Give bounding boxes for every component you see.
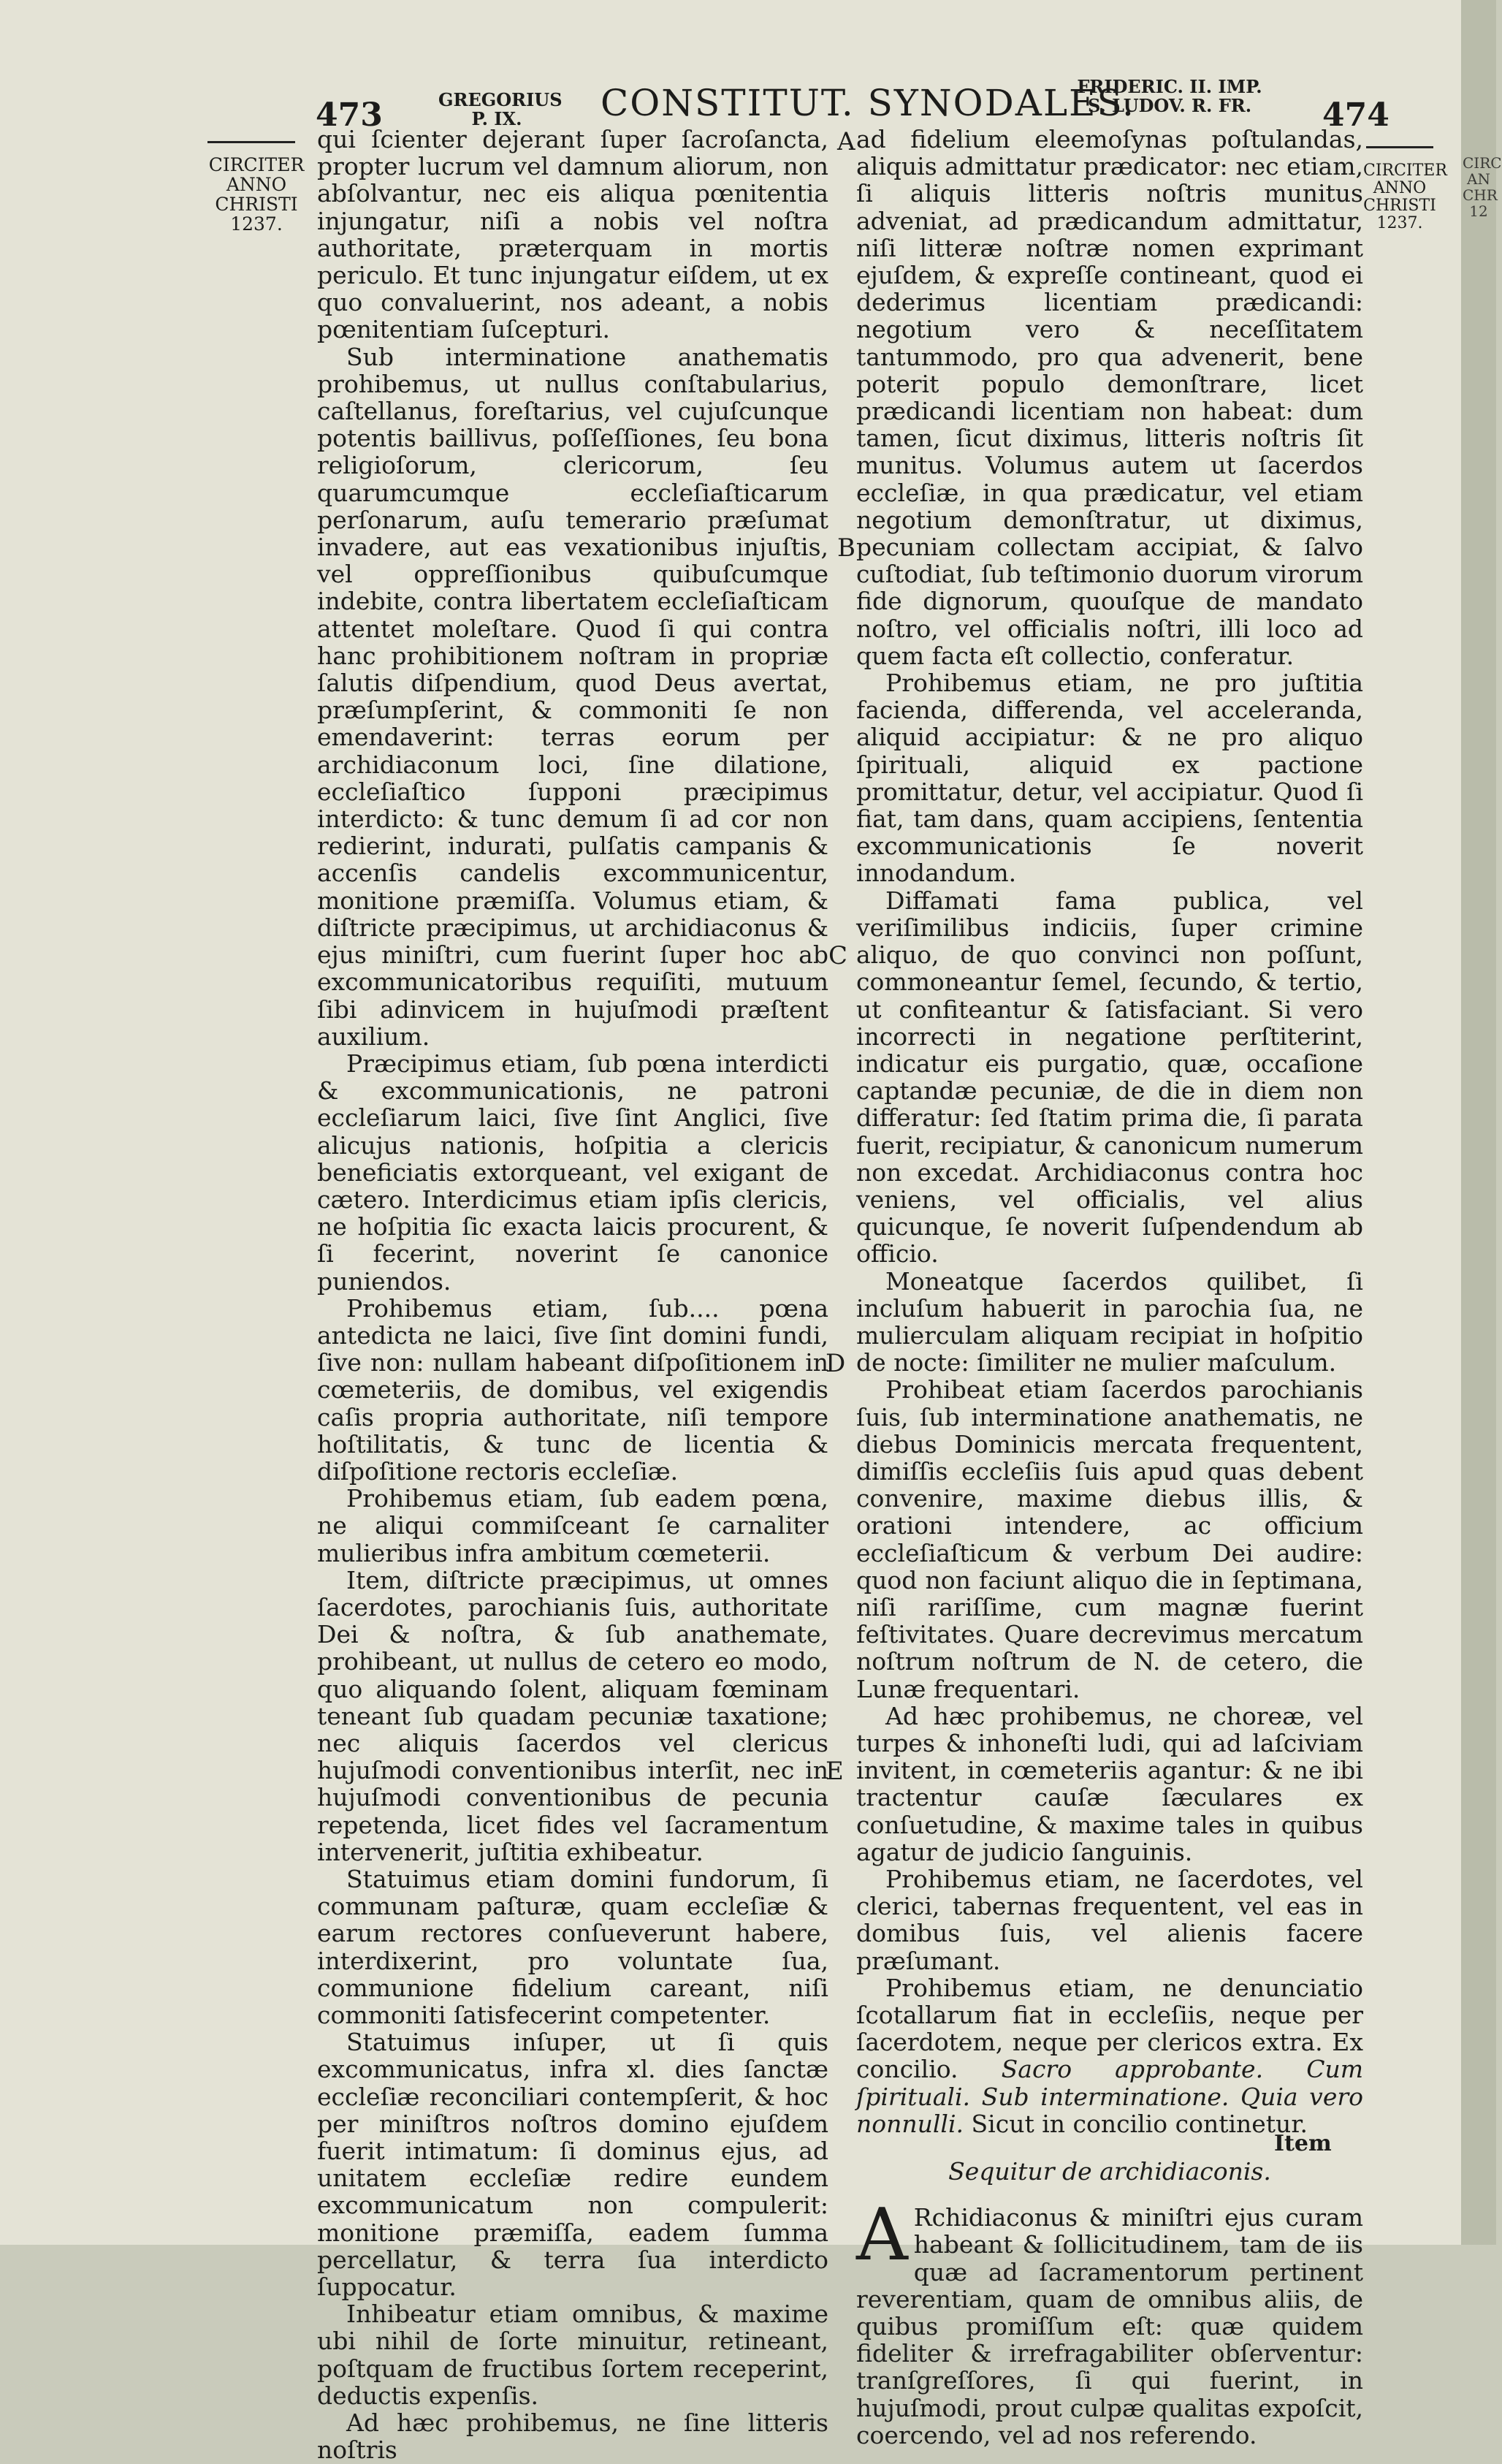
margin-note-right	[1363, 161, 1447, 232]
edge-fragment-line: AN	[1467, 170, 1490, 188]
paragraph: Prohibeat etiam ſacerdos parochianis ſuis, ſub interminatione anathematis, ne diebus Dominicis mercata frequentent, dimiſſis eccleſiis ſuis apud quas debent convenire, maxime diebus illis, & orationi intendere, ac officium eccleſiaſticum & verbum Dei audire: quod non faciunt aliquo die in ſeptimana, niſi rariſſime, cum magnæ fuerint feſtivitates. Quare decrevimus mercatum noſtrum noſtrum de N. de cetero, die Lunæ frequentari.	[856, 1375, 1363, 1703]
right-column	[856, 126, 1363, 2449]
concilium-references: Sacro approbante. Cum ſpirituali. Sub interminatione. Quia vero nonnulli.	[856, 2055, 1363, 2138]
archidiaconis-text: Rchidiaconus & miniſtri ejus curam habeant & ſollicitudinem, tam de iis quæ ad ſacramentorum pertinent reverentiam, quam de omnibus aliis, de quibus promiſſum eſt: quæ quidem fideliter & irrefragabiliter obſerventur: tranſgreſſores, ſi qui fuerint, in hujuſmodi, prout culpæ qualitas expoſcit, coercendo, vel ad nos referendo.	[856, 2203, 1363, 2449]
paragraph: qui ſcienter dejerant ſuper ſacroſancta, propter lucrum vel damnum aliorum, non abſolvantur, nec eis aliqua pœnitentia injungatur, niſi a nobis vel noſtra authoritate, præterquam in mortis periculo. Et tunc injungatur eiſdem, ut ex quo convaluerint, nos adeant, a nobis pœnitentiam ſuſcepturi.	[317, 125, 828, 344]
margin-right-circiter: CIRCITER	[1363, 161, 1447, 180]
margin-year: 1237.	[230, 213, 283, 235]
section-letter-b: B	[837, 533, 855, 563]
paragraph: Moneatque ſacerdos quilibet, ſi incluſum habuerit in parochia ſua, ne mulierculam aliquam recipiat in hoſpitio de nocte: ſimiliter ne mulier maſculum.	[856, 1266, 1363, 1377]
paragraph: Item, diſtricte præcipimus, ut omnes ſacerdotes, parochianis ſuis, authoritate Dei & noſtra, & ſub anathemate, prohibeant, ut nullus de cetero eo modo, quo aliquando ſolent, aliquam fœminam teneant ſub quadam pecuniæ taxatione; nec aliquis ſacerdos vel clericus hujuſmodi conventionibus interſit, nec in hujuſmodi conventionibus de pecunia repetenda, licet fides vel ſacramentum intervenerit, juſtitia exhibeatur.	[317, 1565, 828, 1866]
drop-cap: A	[856, 2194, 908, 2278]
paragraph-text: Prohibemus etiam, ne denunciatio ſcotallarum fiat in eccleſiis, neque per ſacerdotem, neque per clericos extra. Ex concilio.	[856, 1973, 1363, 2084]
margin-note-left	[202, 155, 311, 234]
margin-rule-left	[207, 141, 295, 143]
paragraph: Sub interminatione anathematis prohibemus, ut nullus conſtabularius, caſtellanus, foreſtarius, vel cujuſcunque potentis baillivus, poſſeſſiones, ſeu bona religioſorum, clericorum, ſeu quarumcumque eccleſiaſticarum perſonarum, auſu temerario præſumat invadere, aut eas vexationibus injuſtis, vel oppreſſionibus quibuſcumque indebite, contra libertatem eccleſiaſticam attentet moleſtare. Quod ſi qui contra hanc prohibitionem noſtram in propriæ ſalutis diſpendium, quod Deus avertat, præſumpſerint, & commoniti ſe non emendaverint: terras eorum per archidiaconum loci, ſine dilatione, eccleſiaſtico ſupponi præcipimus interdicto: & tunc demum ſi ad cor non redierint, indurati, pulſatis campanis & accenſis candelis excommunicentur, monitione præmiſſa. Volumus etiam, & diſtricte præcipimus, ut archidiaconus & ejus miniſtri, cum fuerint ſuper hoc ab excommunicatoribus requiſiti, mutuum ſibi adinvicem in hujuſmodi præſtent auxilium.	[317, 342, 828, 1051]
catchword: Item	[1274, 2131, 1332, 2156]
edge-fragment-line: CIRC	[1463, 154, 1502, 172]
running-head-right-line2: S. LUDOV. R. FR.	[1087, 95, 1252, 116]
paragraph-tail: Sicut in concilio continetur.	[971, 2109, 1308, 2138]
running-head-left-line1: GREGORIUS	[438, 89, 563, 110]
left-column	[317, 126, 828, 2463]
section-heading: Sequitur de archidiaconis.	[948, 2157, 1271, 2186]
margin-right-anno: ANNO	[1373, 179, 1427, 197]
paragraph: Inhibeatur etiam omnibus, & maxime ubi nihil de ſorte minuitur, retineant, poſtquam de fructibus ſortem receperint, deductis expenſis.	[317, 2300, 828, 2410]
section-letter-d: D	[826, 1349, 846, 1378]
paragraph: Prohibemus etiam, ne ſacerdotes, vel clerici, tabernas frequentent, vel eas in domibus ſuis, vel alienis facere præſumant.	[856, 1865, 1363, 1975]
section-letter-a: A	[837, 127, 855, 156]
edge-fragment	[1463, 154, 1502, 220]
running-head-right	[1056, 77, 1283, 115]
margin-christi: CHRISTI	[215, 194, 298, 215]
paragraph: Prohibemus etiam, ſub.... pœna antedicta ne laici, ſive ſint domini fundi, ſive non: nullam habeant diſpoſitionem in cœmeteriis, de domibus, vel exigendis caſis propria authoritate, niſi tempore hoſtilitatis, & tunc de licentia & diſpoſitione rectoris eccleſiæ.	[317, 1293, 828, 1486]
edge-fragment-line: 12	[1469, 202, 1488, 220]
archidiaconis-paragraph	[856, 2194, 1363, 2449]
paragraph: ad fidelium eleemoſynas poſtulandas, aliquis admittatur prædicator: nec etiam, ſi aliquis litteris noſtris munitus adveniat, ad prædicandum admittatur, niſi litteræ noſtræ nomen exprimant ejuſdem, & expreſſe contineant, quod ei dederimus licentiam prædicandi: negotium vero & neceſſitatem tantummodo, pro qua advenerit, bene poterit populo demonſtrare, licet prædicandi licentiam non habeat: dum tamen, ſicut diximus, litteris noſtris ſit munitus. Volumus autem ut ſacerdos eccleſiæ, in qua prædicatur, vel etiam negotium demonſtratur, ut diximus, pecuniam collectam accipiat, & ſalvo cuſtodiat, ſub teſtimonio duorum virorum fide dignorum, quouſque de mandato noſtro, vel officialis noſtri, illi loco ad quem facta eſt collectio, conferatur.	[856, 125, 1363, 670]
paragraph: Ad hæc prohibemus, ne choreæ, vel turpes & inhoneſti ludi, qui ad laſciviam invitent, in cœmeteriis agantur: & ne ibi tractentur cauſæ ſæculares ex conſuetudine, & maxime tales in quibus agatur de judicio ſanguinis.	[856, 1701, 1363, 1866]
page-number-right: 474	[1322, 96, 1389, 134]
margin-right-christi: CHRISTI	[1363, 197, 1436, 215]
margin-anno: ANNO	[226, 174, 287, 195]
running-head-left	[438, 89, 563, 129]
paragraph: Prohibemus etiam, ne pro juſtitia facienda, differenda, vel acceleranda, aliquid accipiatur: & ne pro aliquo ſpirituali, aliquid ex pactione promittatur, detur, vel accipiatur. Quod ſi fiat, tam dans, quam accipiens, ſententia excommunicationis ſe noverit innodandum.	[856, 669, 1363, 888]
next-page-edge	[1461, 0, 1502, 2245]
paragraph-last	[856, 1974, 1363, 2137]
section-letter-e: E	[826, 1757, 844, 1786]
running-title: CONSTITUT. SYNODALES.	[601, 82, 1135, 124]
section-letter-c: C	[828, 941, 848, 970]
paragraph: Statuimus etiam domini fundorum, ſi communam paſturæ, quam eccleſiæ & earum rectores conſueverunt habere, interdixerint, pro voluntate ſua, communione fidelium careant, niſi commoniti ſatisfecerint competenter.	[317, 1865, 828, 2030]
margin-right-year: 1237.	[1376, 214, 1423, 232]
margin-rule-right	[1366, 146, 1433, 148]
margin-circiter: CIRCITER	[208, 154, 305, 175]
running-head-right-line1: FRIDERIC. II. IMP.	[1077, 76, 1262, 97]
paragraph: Diffamati fama publica, vel veriſimilibus indiciis, ſuper crimine aliquo, de quo convinci non poſſunt, commoneantur ſemel, ſecundo, & tertio, ut confiteantur & ſatisfaciant. Si vero incorrecti in negatione perſtiterint, indicatur eis purgatio, quæ, occaſione captandæ pecuniæ, de die in diem non differatur: ſed ſtatim prima die, ſi parata fuerit, recipiatur, & canonicum numerum non excedat. Archidiaconus contra hoc veniens, vel officialis, vel alius quicunque, ſe noverit ſuſpendendum ab officio.	[856, 886, 1363, 1269]
edge-fragment-line: CHR	[1463, 186, 1498, 204]
running-head-left-line2: P. IX.	[471, 108, 522, 129]
paragraph: Ad hæc prohibemus, ne ſine litteris noſtris	[317, 2408, 828, 2464]
paragraph: Statuimus inſuper, ut ſi quis excommunicatus, infra xl. dies ſanctæ eccleſiæ reconciliari contempſerit, & hoc per miniſtros noſtros domino ejuſdem fuerit intimatum: ſi dominus ejus, ad unitatem eccleſiæ redire eundem excommunicatum non compulerit: monitione præmiſſa, eadem ſumma percellatur, & terra ſua interdicto ſuppocatur.	[317, 2028, 828, 2302]
page-number-left: 473	[316, 96, 383, 134]
paragraph: Prohibemus etiam, ſub eadem pœna, ne aliqui commiſceant ſe carnaliter mulieribus infra ambitum cœmeterii.	[317, 1484, 828, 1567]
paragraph: Præcipimus etiam, ſub pœna interdicti & excommunicationis, ne patroni eccleſiarum laici, ſive ſint Anglici, ſive alicujus nationis, hoſpitia a clericis beneficiatis extorqueant, vel exigant de cætero. Interdicimus etiam ipſis clericis, ne hoſpitia ſic exacta laicis procurent, & ſi fecerint, noverint ſe canonice puniendos.	[317, 1049, 828, 1296]
